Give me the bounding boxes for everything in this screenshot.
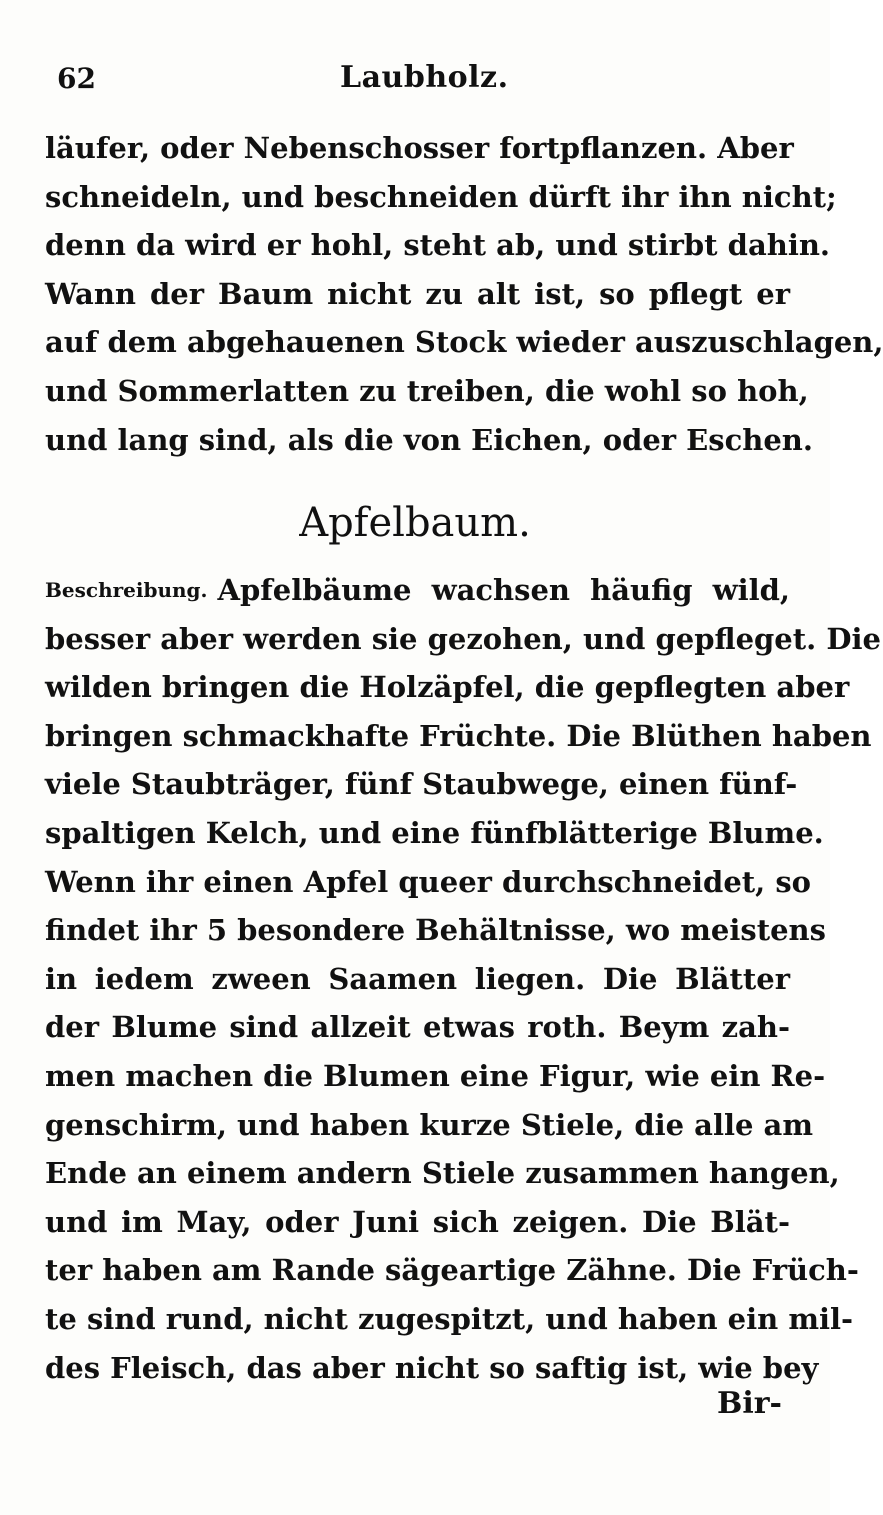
text-line: viele Staubträger, fünf Staubwege, einen fünf-	[45, 767, 798, 802]
section-heading: Apfelbaum.	[299, 500, 531, 546]
text-line-first	[45, 566, 790, 615]
page-header	[45, 60, 790, 100]
first-line-text: Apfelbäume wachsen häufig wild,	[217, 573, 790, 607]
text-line: wilden bringen die Holzäpfel, die gepflegten aber	[45, 670, 850, 705]
text-line: der Blume sind allzeit etwas roth. Beym zah-	[45, 1010, 790, 1045]
text-line: Ende an einem andern Stiele zusammen hangen,	[45, 1156, 840, 1191]
text-line: men machen die Blumen eine Figur, wie ein Re-	[45, 1058, 826, 1093]
page-number: 62	[57, 62, 96, 95]
running-head: Laubholz.	[340, 60, 509, 95]
paragraph-continued	[45, 124, 883, 464]
text-line: findet ihr 5 besondere Behältnisse, wo meistens	[45, 913, 826, 948]
text-line: in iedem zween Saamen liegen. Die Blätter	[45, 961, 790, 996]
text-line: und lang sind, als die von Eichen, oder Eschen.	[45, 422, 813, 457]
text-line: te sind rund, nicht zugespitzt, und haben ein mil-	[45, 1301, 854, 1336]
text-line: denn da wird er hohl, steht ab, und stirbt dahin.	[45, 228, 831, 263]
marginal-note: Beschreibung.	[45, 578, 208, 602]
text-line: bringen schmackhafte Früchte. Die Blüthen haben	[45, 718, 872, 753]
text-line: des Fleisch, das aber nicht so saftig ist, wie bey	[45, 1350, 819, 1385]
text-line: schneideln, und beschneiden dürft ihr ihn nicht;	[45, 179, 837, 214]
catchword: Bir-	[716, 1386, 782, 1421]
text-line: Wann der Baum nicht zu alt ist, so pflegt er	[45, 276, 790, 311]
text-line: läufer, oder Nebenschosser fortpflanzen. Aber	[45, 131, 794, 165]
paragraph-apfelbaum	[45, 566, 881, 1392]
text-line: ter haben am Rande sägeartige Zähne. Die Früch-	[45, 1253, 859, 1288]
text-line: besser aber werden sie gezohen, und gepfleget. Die	[45, 621, 881, 656]
text-line: genschirm, und haben kurze Stiele, die alle am	[45, 1107, 814, 1142]
text-line: auf dem abgehauenen Stock wieder auszuschlagen,	[45, 325, 883, 360]
text-line: Wenn ihr einen Apfel queer durchschneidet, so	[45, 864, 812, 899]
text-line: und im May, oder Juni sich zeigen. Die Blät-	[45, 1204, 790, 1239]
text-line: und Sommerlatten zu treiben, die wohl so hoh,	[45, 373, 809, 408]
text-line: spaltigen Kelch, und eine fünfblätterige Blume.	[45, 815, 824, 850]
